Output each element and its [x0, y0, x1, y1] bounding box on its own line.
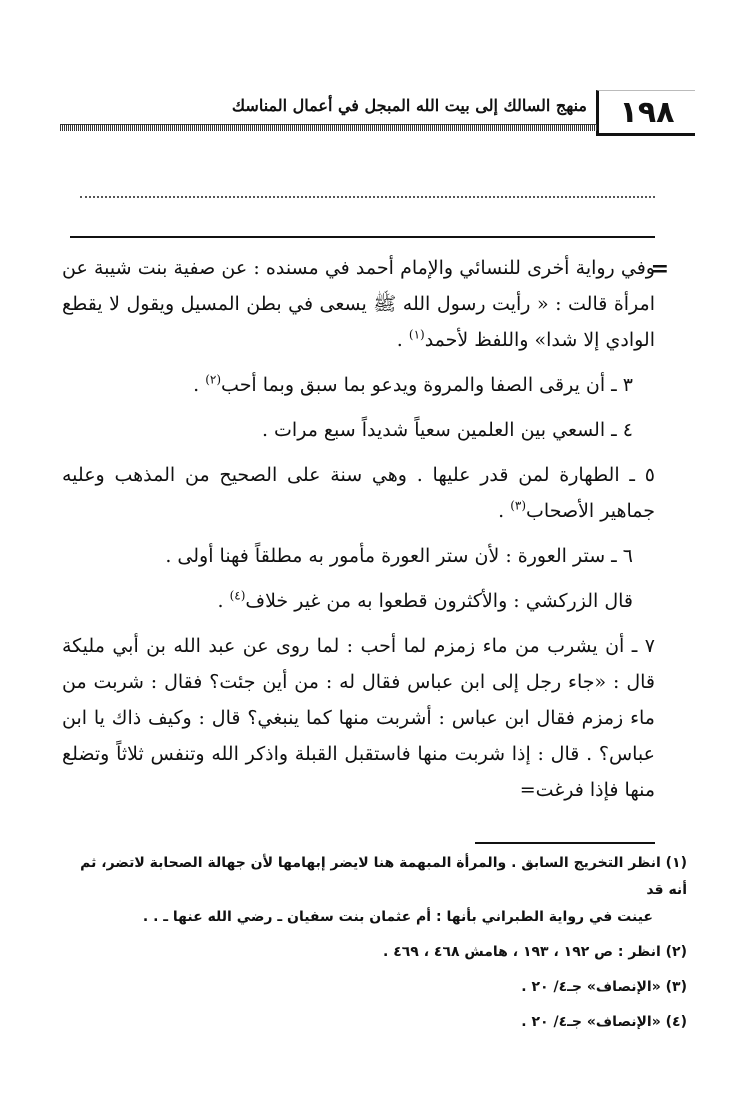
footnote-ref: (١) — [408, 327, 425, 342]
footnote-ref: (٣) — [510, 498, 527, 513]
footnotes — [62, 850, 687, 1044]
running-title: منهج السالك إلى بيت الله المبجل في أعمال المناسك — [231, 96, 587, 115]
footnote-rule — [475, 842, 655, 844]
footnote — [62, 939, 687, 966]
footnote-text: انظر التخريج السابق . والمرأة المبهمة هنا لايضر إبهامها لأن جهالة الصحابة لاتضر، ثم أنه قد — [80, 855, 687, 898]
footnote-ref: (٤) — [229, 588, 246, 603]
paragraph: قال الزركشي : والأكثرون قطعوا به من غير خلاف$^{(٤)}$ . — [217, 588, 633, 612]
header-rule — [60, 124, 597, 131]
page-header — [60, 90, 695, 134]
paragraph: وفي رواية أخرى للنسائي والإمام أحمد في مسنده : عن صفية بنت شيبة عن امرأة قالت : « رأيت رسول الله ﷺ يسعى في بطن المسيل ويقول لا يقطع الوادي إلا شدا» واللفظ لأحمد$^{(١)}$ . — [62, 257, 655, 351]
paragraph: ٦ ـ ستر العورة : لأن ستر العورة مأمور به مطلقاً فهنا أولى . — [165, 545, 633, 567]
paragraph: ٣ ـ أن يرقى الصفا والمروة ويدعو بما سبق وبما أحب$^{(٢)}$ . — [193, 372, 633, 396]
footnote — [62, 1009, 687, 1036]
footnote-text: انظر : ص ١٩٢ ، ١٩٣ ، هامش ٤٦٨ ، ٤٦٩ . — [383, 944, 661, 960]
footnote-ref: (٢) — [205, 372, 222, 387]
page-number: ١٩٨ — [596, 90, 695, 136]
footnote-number: (١) — [665, 855, 687, 871]
paragraph: ٧ ـ أن يشرب من ماء زمزم لما أحب : لما روى عن عبد الله بن أبي مليكة قال : «جاء رجل إلى ابن عباس فقال له : من أين جئت؟ فقال : شربت من ماء زمزم فقال ابن عباس : أشربت منها كما ينبغي؟ قال : وكيف ذاك يا ابن عباس؟ . قال : إذا شربت منها فاستقبل القبلة واذكر الله وتنفس ثلاثاً وتضلع منها فإذا فرغت= — [62, 635, 655, 801]
main-text — [62, 250, 655, 808]
footnote-number: (٢) — [665, 944, 687, 960]
paragraph: ٥ ـ الطهارة لمن قدر عليها . وهي سنة على الصحيح من المذهب وعليه جماهير الأصحاب$^{(٣)}$ . — [62, 464, 655, 522]
paragraph: ٤ ـ السعي بين العلمين سعياً شديداً سبع مرات . — [261, 419, 633, 441]
footnote — [62, 974, 687, 1001]
footnote-text: عينت في رواية الطبراني بأنها : أم عثمان بنت سفيان ـ رضي الله عنها ـ . . — [142, 909, 653, 925]
top-rule — [70, 236, 655, 238]
footnote — [62, 850, 687, 931]
dotted-separator — [80, 196, 655, 198]
footnote-number: (٣) — [665, 979, 687, 995]
footnote-text: «الإنصاف» جـ٤/ ٢٠ . — [521, 1014, 661, 1030]
continuation-mark: = — [650, 256, 669, 282]
footnote-text: «الإنصاف» جـ٤/ ٢٠ . — [521, 979, 661, 995]
footnote-number: (٤) — [665, 1014, 687, 1030]
